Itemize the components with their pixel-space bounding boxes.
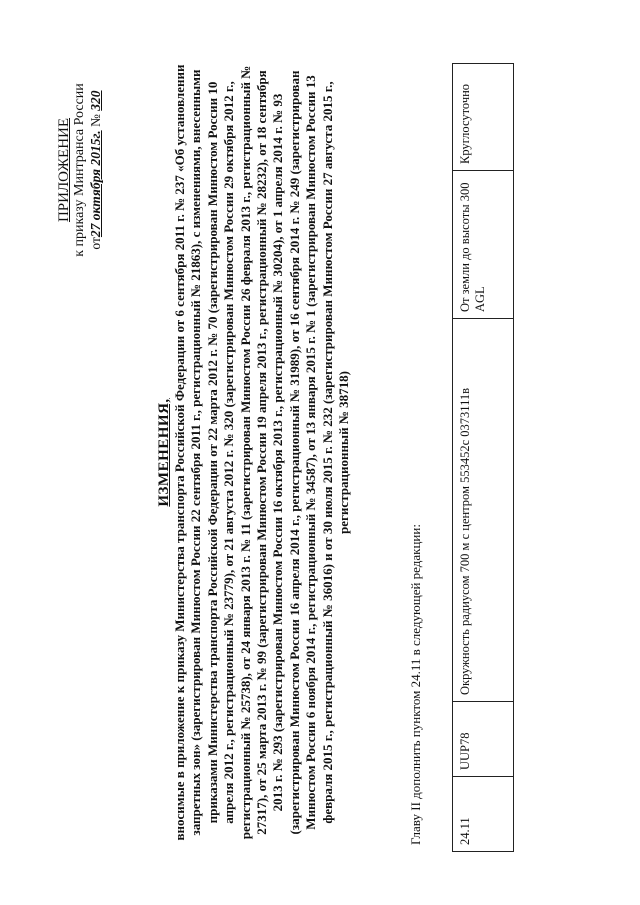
handwritten-date: 27 октября 2015г. xyxy=(88,130,103,238)
date-prefix: от xyxy=(88,237,103,250)
cell-zone-description: Окружность радиусом 700 м с центром 553452с 0373111в xyxy=(453,319,514,702)
appendix-title: ПРИЛОЖЕНИЕ xyxy=(56,117,72,223)
appendix-order-line: к приказу Минтранса России xyxy=(72,83,87,257)
instruction-text: Главу II дополнить пунктом 24.11 в следующей редакции: xyxy=(408,524,423,845)
cell-zone-code: UUP78 xyxy=(453,702,514,777)
cell-time: Круглосуточно xyxy=(453,64,514,171)
table-row xyxy=(453,64,514,852)
number-prefix: № xyxy=(88,114,103,127)
document-heading: ИЗМЕНЕНИЯ, xyxy=(156,398,172,507)
amendment-description: вносимые в приложение к приказу Министерства транспорта Российской Федерации от 6 сентября 2011 г. № 237 «Об установлении запретных зон» (зарегистрирован Минюстом России 22 сентября 2011 г., регистрационный № 21863), с изменениями, внесенными приказами Министерства транспорта Российской Федерации от 22 марта 2012 г. № 70 (зарегистрирован Минюстом России 10 апреля 2012 г., регистрационный № 23779), от 21 августа 2012 г. № 320 (зарегистрирован Минюстом России 29 октября 2012 г., регистрационный № 25738), от 24 января 2013 г. № 11 (зарегистрирован Минюстом России 26 февраля 2013 г., регистрационный № 27317), от 25 марта 2013 г. № 99 (зарегистрирован Минюстом России 19 апреля 2013 г., регистрационный № 28232), от 18 сентября 2013 г. № 293 (зарегистрирован Минюстом России 16 октября 2013 г., регистрационный № 30204), от 1 апреля 2014 г. № 93 (зарегистрирован Минюстом России 16 апреля 2014 г., регистрационный № 31989), от 16 сентября 2014 г. № 249 (зарегистрирован Минюстом России 6 ноября 2014 г., регистрационный № 34587), от 13 января 2015 г. № 1 (зарегистрирован Минюстом России 13 февраля 2015 г., регистрационный № 36016) и от 30 июля 2015 г. № 232 (зарегистрирован Минюстом России 27 августа 2015 г., регистрационный № 38718) xyxy=(172,64,352,841)
handwritten-number: 320 xyxy=(88,90,103,111)
amendment-table xyxy=(452,63,514,852)
cell-item-number: 24.11 xyxy=(453,777,514,852)
appendix-date-line xyxy=(88,35,104,305)
cell-altitude: От земли до высоты 300 AGL xyxy=(453,171,514,319)
appendix-block xyxy=(56,35,104,305)
